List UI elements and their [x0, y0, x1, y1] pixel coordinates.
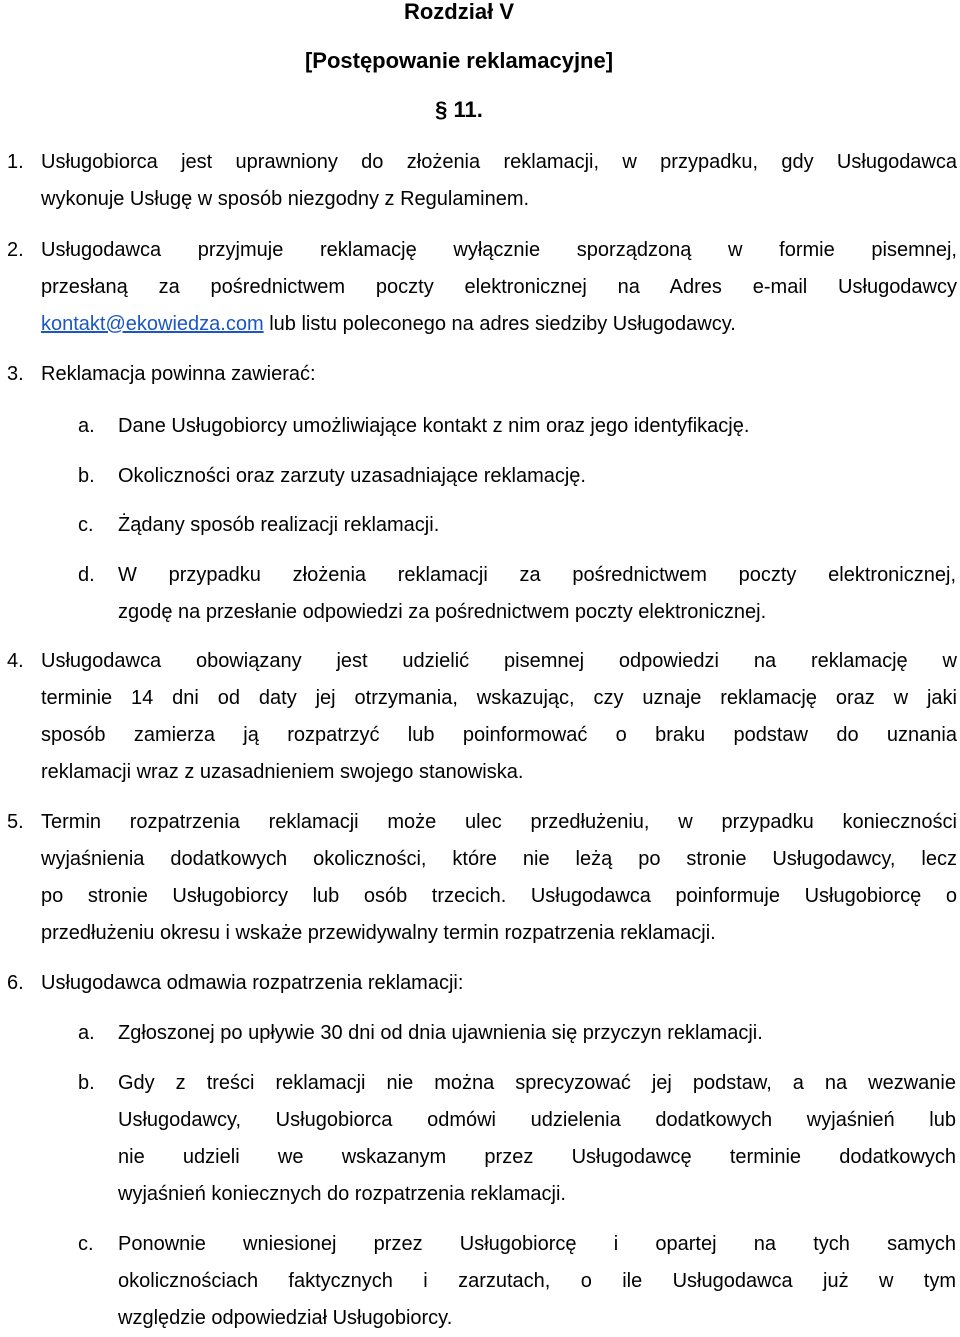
email-link[interactable]: kontakt@ekowiedza.com: [41, 313, 264, 335]
item-text-fragment: lub listu poleconego na adres siedziby Usługodawcy.: [263, 313, 736, 335]
sub-item-letter: c.: [78, 514, 94, 536]
item-text-line: Usługodawca odmawia rozpatrzenia reklamacji:: [41, 972, 464, 994]
item-text-line: Usługodawca przyjmuje reklamację wyłącznie sporządzoną w formie pisemnej,: [41, 239, 957, 261]
sub-item-letter: b.: [78, 1072, 95, 1094]
item-text-line: wyjaśnienia dodatkowych okoliczności, które nie leżą po stronie Usługodawcy, lecz: [41, 848, 957, 870]
item-text-line: terminie 14 dni od daty jej otrzymania, wskazując, czy uznaje reklamację oraz w jaki: [41, 687, 957, 709]
sub-item-letter: b.: [78, 465, 95, 487]
item-number: 2.: [7, 239, 24, 261]
chapter-heading: Rozdział V: [403, 0, 514, 24]
sub-item-letter: d.: [78, 564, 95, 586]
item-text-line: Usługodawca obowiązany jest udzielić pisemnej odpowiedzi na reklamację w: [41, 650, 957, 672]
sub-item-letter: a.: [78, 1022, 95, 1044]
item-text-line: okolicznościach faktycznych i zarzutach, o ile Usługodawca już w tym: [118, 1270, 956, 1292]
item-text-line: wykonuje Usługę w sposób niezgodny z Regulaminem.: [41, 188, 530, 210]
item-text-line: Żądany sposób realizacji reklamacji.: [118, 514, 440, 536]
item-text-line: nie udzieli we wskazanym przez Usługodawcę terminie dodatkowych: [118, 1146, 956, 1168]
item-text-line: względzie odpowiedział Usługobiorcy.: [118, 1307, 453, 1329]
item-number: 6.: [7, 972, 24, 994]
item-text-line: Zgłoszonej po upływie 30 dni od dnia ujawnienia się przyczyn reklamacji.: [118, 1022, 763, 1044]
sub-item-letter: c.: [78, 1233, 94, 1255]
item-number: 1.: [7, 151, 24, 173]
item-text-line: [41, 306, 957, 343]
item-number: 5.: [7, 811, 24, 833]
item-text-line: reklamacji wraz z uzasadnieniem swojego stanowiska.: [41, 761, 524, 783]
sub-item-letter: a.: [78, 415, 95, 437]
item-text-line: przesłaną za pośrednictwem poczty elektronicznej na Adres e-mail Usługodawcy: [41, 276, 957, 298]
item-number: 3.: [7, 363, 24, 385]
item-text-line: Usługobiorca jest uprawniony do złożenia reklamacji, w przypadku, gdy Usługodawca: [41, 151, 957, 173]
item-text-line: po stronie Usługobiorcy lub osób trzecich. Usługodawca poinformuje Usługobiorcę o: [41, 885, 957, 907]
item-text-line: sposób zamierza ją rozpatrzyć lub poinformować o braku podstaw do uznania: [41, 724, 957, 746]
item-text-line: Okoliczności oraz zarzuty uzasadniające reklamację.: [118, 465, 586, 487]
item-text-line: Dane Usługobiorcy umożliwiające kontakt z nim oraz jego identyfikację.: [118, 415, 750, 437]
item-text-line: przedłużeniu okresu i wskaże przewidywalny termin rozpatrzenia reklamacji.: [41, 922, 716, 944]
section-number: § 11.: [435, 97, 483, 122]
item-text-line: Ponownie wniesionej przez Usługobiorcę i opartej na tych samych: [118, 1233, 956, 1255]
item-number: 4.: [7, 650, 24, 672]
item-text-line: W przypadku złożenia reklamacji za pośrednictwem poczty elektronicznej,: [118, 564, 956, 586]
item-text-line: wyjaśnień koniecznych do rozpatrzenia reklamacji.: [118, 1183, 566, 1205]
item-text-line: Gdy z treści reklamacji nie można sprecyzować jej podstaw, a na wezwanie: [118, 1072, 956, 1094]
item-text-line: Reklamacja powinna zawierać:: [41, 363, 316, 385]
item-text-line: zgodę na przesłanie odpowiedzi za pośrednictwem poczty elektronicznej.: [118, 601, 767, 623]
item-text-line: Usługodawcy, Usługobiorca odmówi udzielenia dodatkowych wyjaśnień lub: [118, 1109, 956, 1131]
chapter-title: [Postępowanie reklamacyjne]: [304, 48, 614, 73]
item-text-line: Termin rozpatrzenia reklamacji może ulec przedłużeniu, w przypadku konieczności: [41, 811, 957, 833]
